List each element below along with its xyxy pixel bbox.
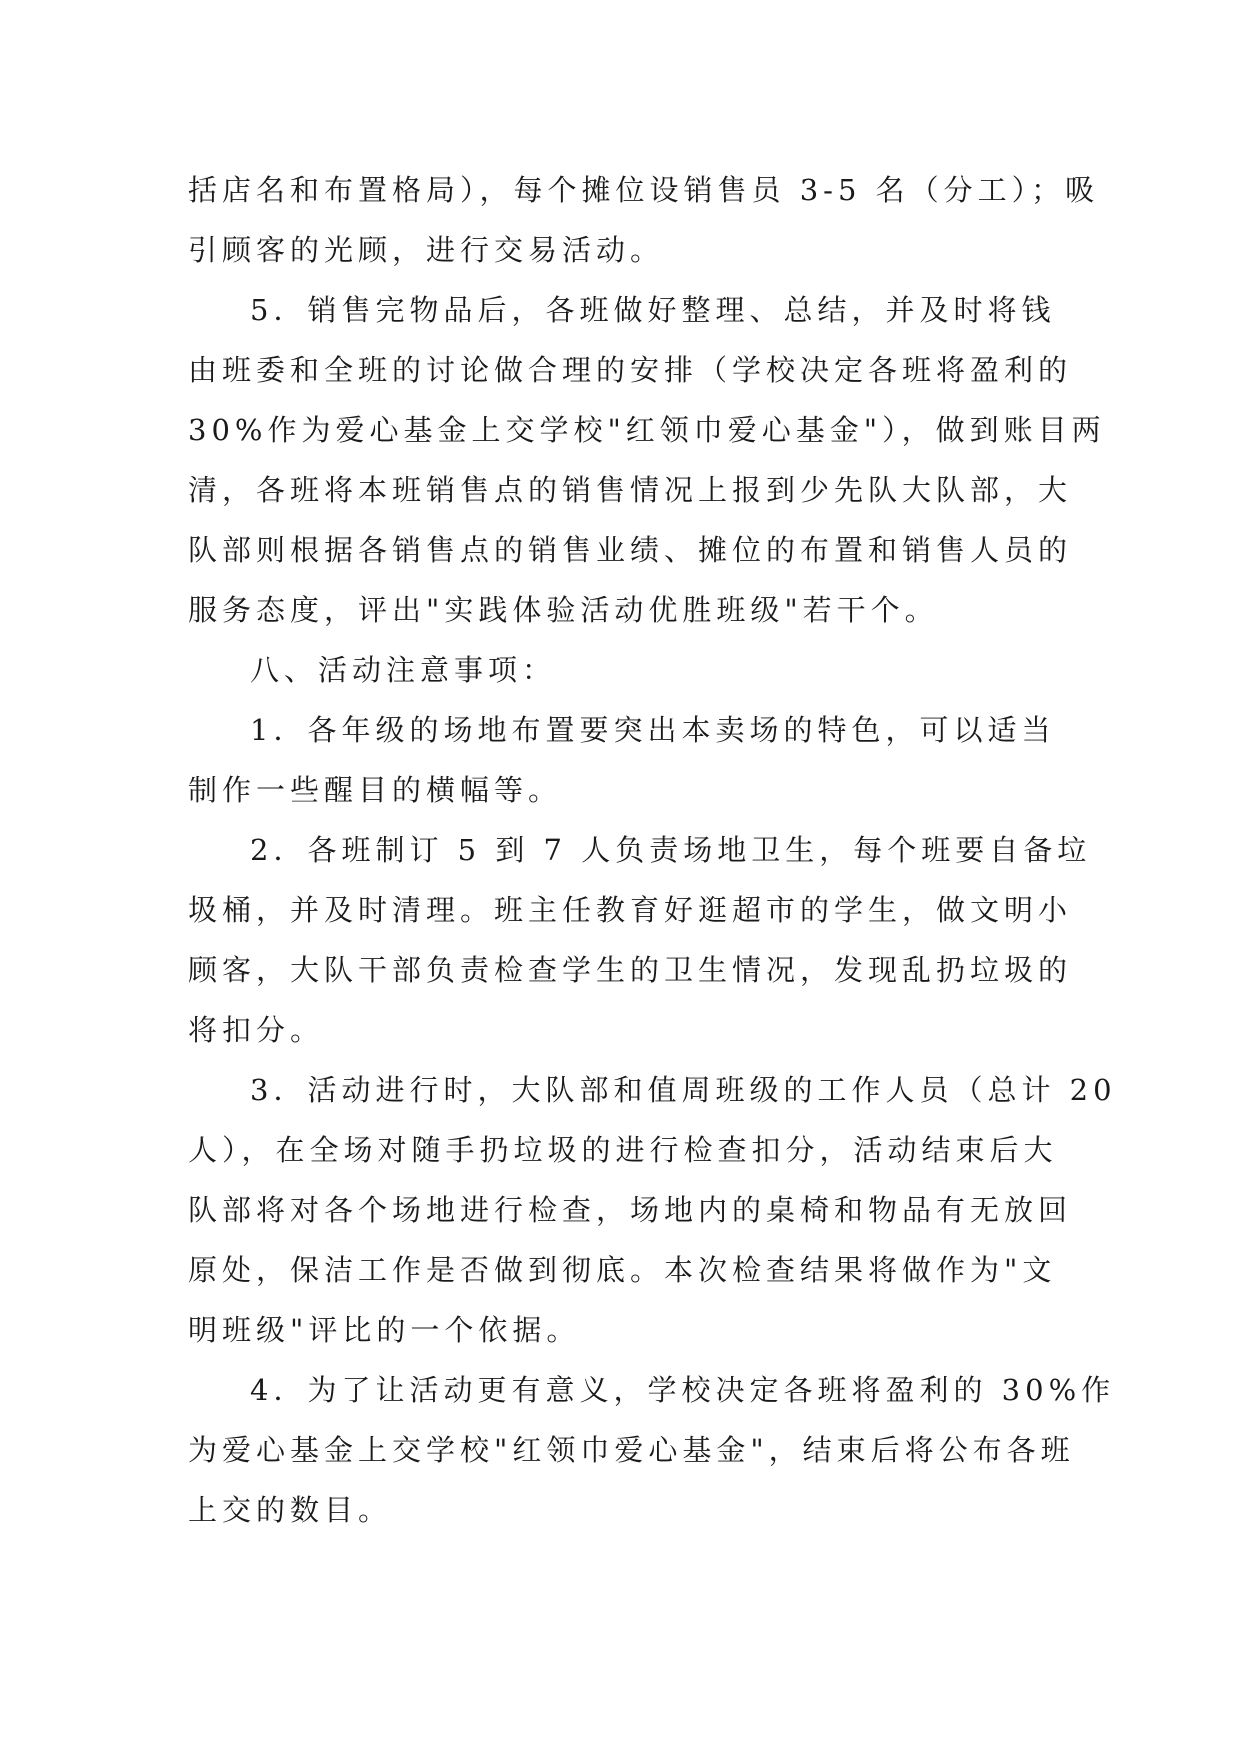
text-line: 清，各班将本班销售点的销售情况上报到少先队大队部，大 (188, 473, 1073, 507)
text-line: 由班委和全班的讨论做合理的安排（学校决定各班将盈利的 (188, 353, 1073, 387)
text-line: 将扣分。 (188, 1013, 325, 1047)
text-line: 上交的数目。 (188, 1493, 393, 1527)
text-line: 5．销售完物品后，各班做好整理、总结，并及时将钱 (250, 293, 1056, 327)
text-line: 30%作为爱心基金上交学校"红领巾爱心基金"），做到账目两 (188, 413, 1106, 447)
text-line: 制作一些醒目的横幅等。 (188, 773, 563, 807)
document-body (188, 160, 1117, 1540)
text-line: 顾客，大队干部负责检查学生的卫生情况，发现乱扔垃圾的 (188, 953, 1073, 987)
text-line: 括店名和布置格局），每个摊位设销售员 3-5 名（分工）；吸 (188, 173, 1100, 207)
text-line: 明班级"评比的一个依据。 (188, 1313, 581, 1347)
text-line: 1．各年级的场地布置要突出本卖场的特色，可以适当 (250, 713, 1056, 747)
text-line: 为爱心基金上交学校"红领巾爱心基金"，结束后将公布各班 (188, 1433, 1075, 1467)
text-line: 引顾客的光顾，进行交易活动。 (188, 233, 665, 267)
text-line: 圾桶，并及时清理。班主任教育好逛超市的学生，做文明小 (188, 893, 1073, 927)
text-line: 队部则根据各销售点的销售业绩、摊位的布置和销售人员的 (188, 533, 1073, 567)
section-heading: 八、活动注意事项： (250, 653, 557, 687)
text-line: 队部将对各个场地进行检查，场地内的桌椅和物品有无放回 (188, 1193, 1073, 1227)
text-line: 人），在全场对随手扔垃圾的进行检查扣分，活动结束后大 (188, 1133, 1058, 1167)
text-line: 服务态度，评出"实践体验活动优胜班级"若干个。 (188, 593, 939, 627)
text-line: 3．活动进行时，大队部和值周班级的工作人员（总计 20 (250, 1073, 1117, 1107)
text-line: 2．各班制订 5 到 7 人负责场地卫生，每个班要自备垃 (250, 833, 1092, 867)
text-line: 原处，保洁工作是否做到彻底。本次检查结果将做作为"文 (188, 1253, 1057, 1287)
text-line: 4．为了让活动更有意义，学校决定各班将盈利的 30%作 (250, 1373, 1116, 1407)
